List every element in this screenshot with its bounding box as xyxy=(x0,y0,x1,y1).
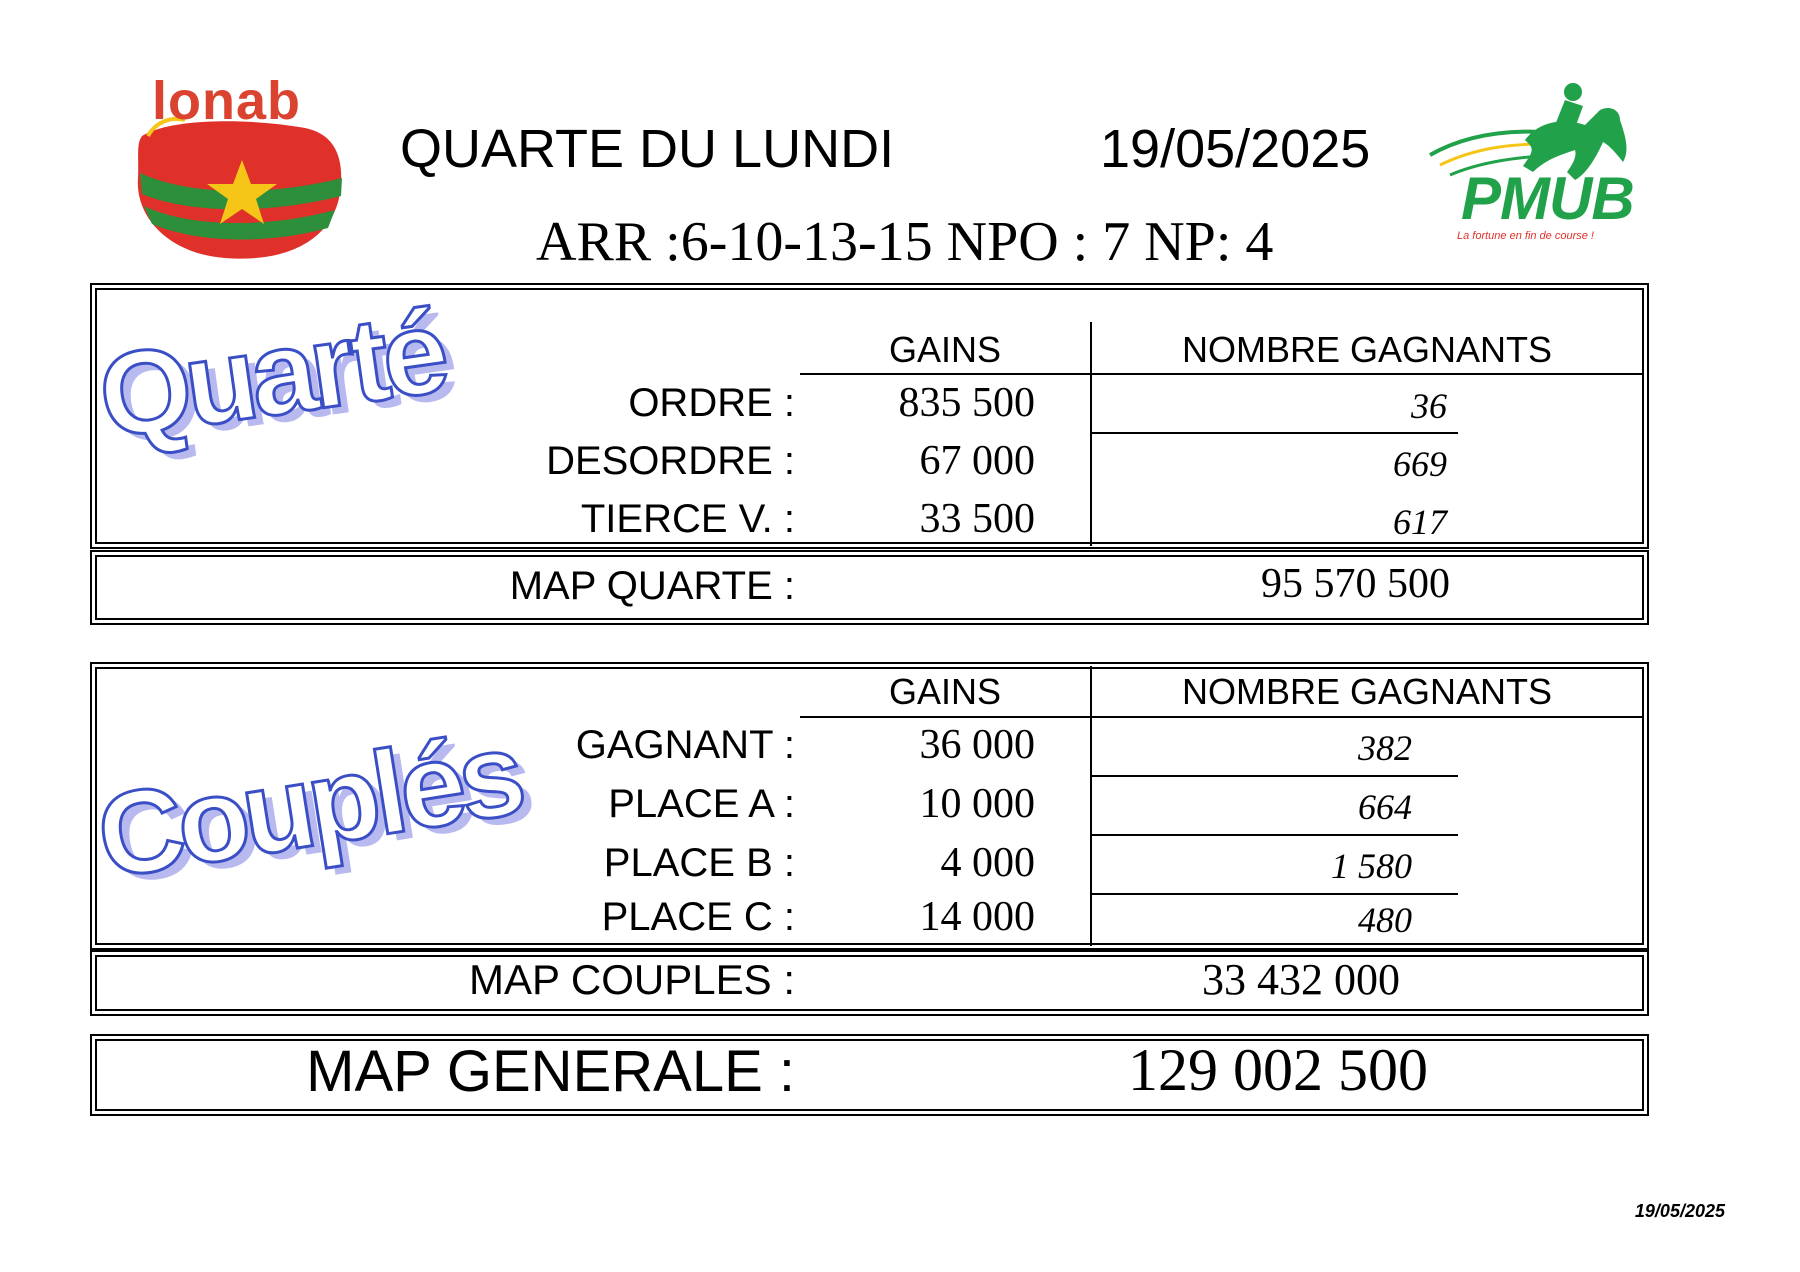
quarte-row-rule xyxy=(1090,432,1458,434)
couples-header-rule xyxy=(800,716,1642,718)
quarte-row-gain: 835 500 xyxy=(898,380,1035,426)
couples-row-winners: 1 580 xyxy=(1331,846,1412,886)
quarte-row-winners: 669 xyxy=(1393,444,1447,484)
pmub-tagline: La fortune en fin de course ! xyxy=(1457,230,1594,242)
quarte-row-label: DESORDRE : xyxy=(546,439,795,483)
map-generale-value: 129 002 500 xyxy=(1128,1037,1428,1103)
quarte-row-winners: 617 xyxy=(1393,502,1447,542)
map-quarte-label: MAP QUARTE : xyxy=(509,564,795,608)
quarte-row-gain: 33 500 xyxy=(919,496,1035,542)
couples-row-rule xyxy=(1090,775,1458,777)
couples-row-gain: 10 000 xyxy=(919,781,1035,827)
couples-row-winners: 664 xyxy=(1358,787,1412,827)
couples-col-winners: NOMBRE GAGNANTS xyxy=(1181,671,1553,712)
quarte-header-rule xyxy=(800,373,1642,375)
quarte-col-gains: GAINS xyxy=(888,329,1002,370)
couples-row-label: GAGNANT : xyxy=(575,723,795,767)
lonab-logo-text: lonab xyxy=(152,71,301,131)
couples-row-label: PLACE A : xyxy=(608,782,795,826)
couples-row-gain: 14 000 xyxy=(919,894,1035,940)
header-date: 19/05/2025 xyxy=(1100,119,1371,179)
pmub-logo xyxy=(1425,80,1645,250)
couples-row-label: PLACE B : xyxy=(603,841,795,885)
map-couples-label: MAP COUPLES : xyxy=(469,956,795,1003)
quarte-section-title: Quarté xyxy=(91,285,451,465)
arrival-line: ARR :6-10-13-15 NPO : 7 NP: 4 xyxy=(536,211,1274,273)
couples-col-gains: GAINS xyxy=(888,671,1002,712)
couples-row-label: PLACE C : xyxy=(601,895,795,939)
quarte-col-winners: NOMBRE GAGNANTS xyxy=(1181,329,1553,370)
quarte-row-winners: 36 xyxy=(1411,386,1447,426)
couples-section-title: Couplés xyxy=(89,707,528,905)
footer-date: 19/05/2025 xyxy=(1634,1201,1725,1221)
couples-row-rule xyxy=(1090,893,1458,895)
couples-row-gain: 4 000 xyxy=(940,840,1035,886)
map-quarte-value: 95 570 500 xyxy=(1261,561,1450,607)
map-generale-label: MAP GENERALE : xyxy=(306,1039,795,1104)
couples-row-winners: 480 xyxy=(1358,900,1412,940)
quarte-row-label: TIERCE V. : xyxy=(580,497,795,541)
couples-row-gain: 36 000 xyxy=(919,722,1035,768)
pmub-logo-text: PMUB xyxy=(1461,165,1634,232)
quarte-row-label: ORDRE : xyxy=(628,381,795,425)
map-couples-value: 33 432 000 xyxy=(1202,955,1400,1004)
lonab-logo xyxy=(130,71,350,268)
couples-row-rule xyxy=(1090,834,1458,836)
page-title: QUARTE DU LUNDI xyxy=(400,119,895,179)
couples-row-winners: 382 xyxy=(1358,728,1412,768)
quarte-row-gain: 67 000 xyxy=(919,438,1035,484)
